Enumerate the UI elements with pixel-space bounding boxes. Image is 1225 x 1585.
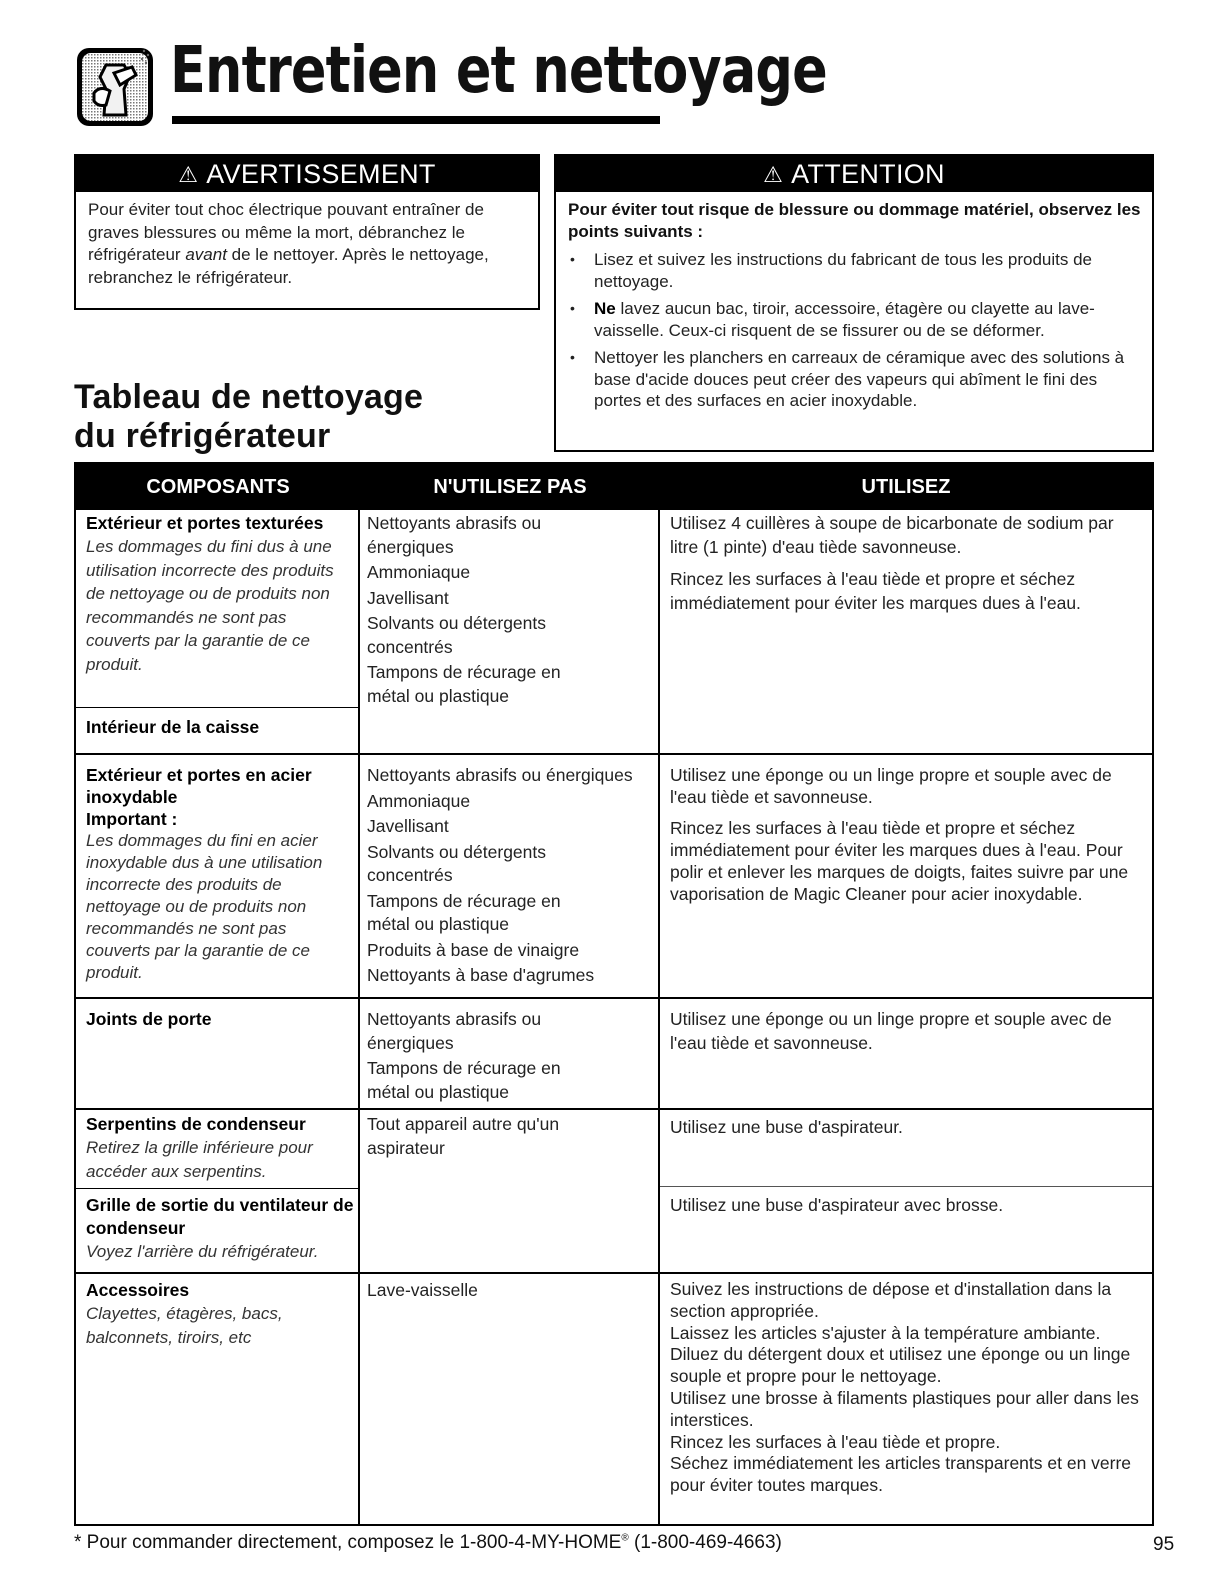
do-not-use-item: Lave-vaisselle: [367, 1280, 478, 1300]
caution-intro: Pour éviter tout risque de blessure ou dommage matériel, observez les points suivants :: [568, 200, 1141, 241]
caution-bullet: [594, 298, 1140, 341]
table-row-4b-components: [86, 1194, 358, 1264]
caution-bullet-text: lavez aucun bac, tiroir, accessoire, étagère ou clayette au lave-vaisselle. Ceux-ci risquent de se fissurer ou de se déformer.: [594, 299, 1095, 340]
use-instruction: Utilisez une brosse à filaments plastiques pour aller dans les interstices.: [670, 1387, 1139, 1430]
table-row-2-do-not-use: [367, 764, 659, 990]
use-instruction: Rincez les surfaces à l'eau tiède et propre et séchez immédiatement pour éviter les marques dues à l'eau. Pour polir et enlever les marques de doigts, faites suivre par une vaporisation de Magic Cleaner pour acier inoxydable.: [670, 818, 1129, 904]
do-not-use-item: Produits à base de vinaigre: [367, 939, 580, 960]
row-divider: [76, 1272, 1152, 1274]
do-not-use-item: Solvants ou détergents concentrés: [367, 613, 547, 657]
use-instruction: Utilisez une buse d'aspirateur avec brosse.: [670, 1195, 1004, 1215]
do-not-use-item: Tampons de récurage en métal ou plastique: [367, 890, 561, 934]
component-note: Les dommages du fini en acier inoxydable dus à une utilisation incorrecte des produits de nettoyage ou de produits non recommandés ne sont pas couverts par la garantie de ce produit.: [86, 831, 323, 982]
do-not-use-item: Tout appareil autre qu'un aspirateur: [367, 1114, 560, 1158]
component-name: Joints de porte: [86, 1009, 212, 1029]
table-header-row: [76, 464, 1152, 510]
use-instruction: Utilisez 4 cuillères à soupe de bicarbonate de sodium par litre (1 pinte) d'eau tiède savonneuse.: [670, 513, 1114, 557]
column-header-use: UTILISEZ: [861, 476, 951, 498]
do-not-use-item: Nettoyants abrasifs ou énergiques: [367, 513, 542, 557]
row-divider: [76, 997, 1152, 999]
use-instruction: Utilisez une éponge ou un linge propre et souple avec de l'eau tiède et savonneuse.: [670, 1009, 1112, 1053]
component-name: Extérieur et portes texturées: [86, 513, 324, 533]
component-note: Retirez la grille inférieure pour accéder aux serpentins.: [86, 1138, 313, 1181]
caution-title: ATTENTION: [791, 159, 945, 189]
caution-triangle-icon: ⚠: [763, 162, 784, 187]
row-divider: [660, 1186, 1152, 1187]
warning-text-emphasis: avant: [185, 245, 227, 264]
do-not-use-item: Ammoniaque: [367, 562, 471, 582]
component-note: Les dommages du fini dus à une utilisation incorrecte des produits de nettoyage ou de produits non recommandés ne sont pas couverts par la garantie de ce produit.: [86, 537, 334, 674]
caution-bullet: • Nettoyer les planchers en carreaux de céramique avec des solutions à base d'acide douces peut créer des vapeurs qui abîment le fini des portes et des surfaces en acier inoxydable.: [594, 347, 1140, 412]
do-not-use-item: Solvants ou détergents concentrés: [367, 841, 547, 885]
use-instruction: Utilisez une buse d'aspirateur.: [670, 1117, 903, 1137]
section-title-line: Tableau de nettoyage: [74, 378, 424, 416]
cleaning-spray-icon: [76, 45, 154, 127]
column-header-do-not-use: N'UTILISEZ PAS: [433, 476, 587, 498]
use-instruction: Rincez les surfaces à l'eau tiède et propre et séchez immédiatement pour éviter les marques dues à l'eau.: [670, 569, 1081, 613]
do-not-use-item: Nettoyants à base d'agrumes: [367, 965, 595, 985]
table-row-3-do-not-use: [367, 1008, 567, 1106]
warning-header: [76, 156, 538, 192]
table-row-1-do-not-use: [367, 512, 567, 710]
table-row-5-use: [670, 1279, 1140, 1497]
warning-text: [76, 192, 538, 289]
do-not-use-item: Ammoniaque: [367, 790, 471, 811]
table-row-4-components: [86, 1113, 354, 1183]
component-name: Extérieur et portes en acier inoxydable: [86, 765, 312, 807]
title-underline: [172, 116, 660, 124]
use-instruction: Rincez les surfaces à l'eau tiède et propre.: [670, 1431, 1001, 1452]
section-title-line: du réfrigérateur: [74, 417, 331, 455]
row-divider: [76, 1108, 1152, 1110]
footer-note: [74, 1532, 782, 1554]
caution-bullet-bold: Ne: [594, 299, 616, 318]
use-instruction: Suivez les instructions de dépose et d'installation dans la section appropriée.: [670, 1279, 1112, 1321]
component-name: Serpentins de condenseur: [86, 1114, 306, 1134]
registered-mark: ®: [621, 1532, 629, 1544]
page-number: 95: [1153, 1534, 1175, 1555]
caution-list: [556, 249, 1152, 412]
row-divider: [76, 753, 1152, 755]
do-not-use-item: Tampons de récurage en métal ou plastique: [367, 1058, 561, 1102]
warning-title: AVERTISSEMENT: [206, 159, 436, 189]
component-name: Intérieur de la caisse: [86, 717, 260, 737]
do-not-use-item: Javellisant: [367, 587, 449, 608]
warning-triangle-icon: ⚠: [178, 162, 199, 187]
do-not-use-item: Javellisant: [367, 816, 449, 836]
do-not-use-item: Tampons de récurage en métal ou plastique: [367, 662, 561, 706]
footer-note-text: * Pour commander directement, composez le 1-800-4-MY-HOME: [74, 1532, 622, 1553]
table-row-2-components: [86, 764, 354, 984]
use-instruction: Séchez immédiatement les articles transparents et en verre pour éviter toutes marques.: [670, 1453, 1132, 1496]
footer-note-phone: (1-800-469-4663): [628, 1532, 782, 1553]
do-not-use-item: Nettoyants abrasifs ou énergiques: [367, 1009, 542, 1053]
caution-bullet: • Lisez et suivez les instructions du fabricant de tous les produits de nettoyage.: [594, 249, 1140, 292]
section-title: [74, 378, 423, 456]
cleaning-table: [74, 462, 1154, 1526]
component-note: Clayettes, étagères, bacs, balconnets, tiroirs, etc: [86, 1304, 283, 1347]
caution-box: [554, 154, 1154, 452]
table-row-1-components: [86, 512, 354, 676]
use-instruction: Laissez les articles s'ajuster à la température ambiante.: [670, 1322, 1101, 1343]
component-name: Accessoires: [86, 1280, 190, 1300]
column-divider: [358, 510, 360, 1526]
warning-text-part: Pour éviter tout choc électrique pouvant entraîner de graves blessures ou même la mort, débranchez le réfrigérateur: [88, 200, 484, 264]
table-row-2-use: [670, 764, 1140, 907]
row-divider: [76, 707, 360, 708]
table-row-5-components: [86, 1279, 336, 1349]
row-divider: [76, 1188, 360, 1189]
component-name: Grille de sortie du ventilateur de condenseur: [86, 1195, 354, 1238]
caution-header: [556, 156, 1152, 192]
warning-text-part: de le nettoyer. Après le nettoyage, rebranchez le réfrigérateur.: [88, 245, 489, 287]
warning-box: [74, 154, 540, 310]
table-row-1-use: [670, 512, 1140, 617]
use-instruction: Diluez du détergent doux et utilisez une éponge ou un linge souple et propre pour le nettoyage.: [670, 1344, 1131, 1387]
column-header-components: COMPOSANTS: [146, 476, 290, 498]
page-title: Entretien et nettoyage: [170, 34, 827, 108]
do-not-use-item: Nettoyants abrasifs ou énergiques: [367, 765, 633, 785]
important-label: Important :: [86, 809, 178, 829]
column-divider: [658, 510, 660, 1526]
use-instruction: Utilisez une éponge ou un linge propre et souple avec de l'eau tiède et savonneuse.: [670, 765, 1112, 807]
component-note: Voyez l'arrière du réfrigérateur.: [86, 1242, 319, 1261]
